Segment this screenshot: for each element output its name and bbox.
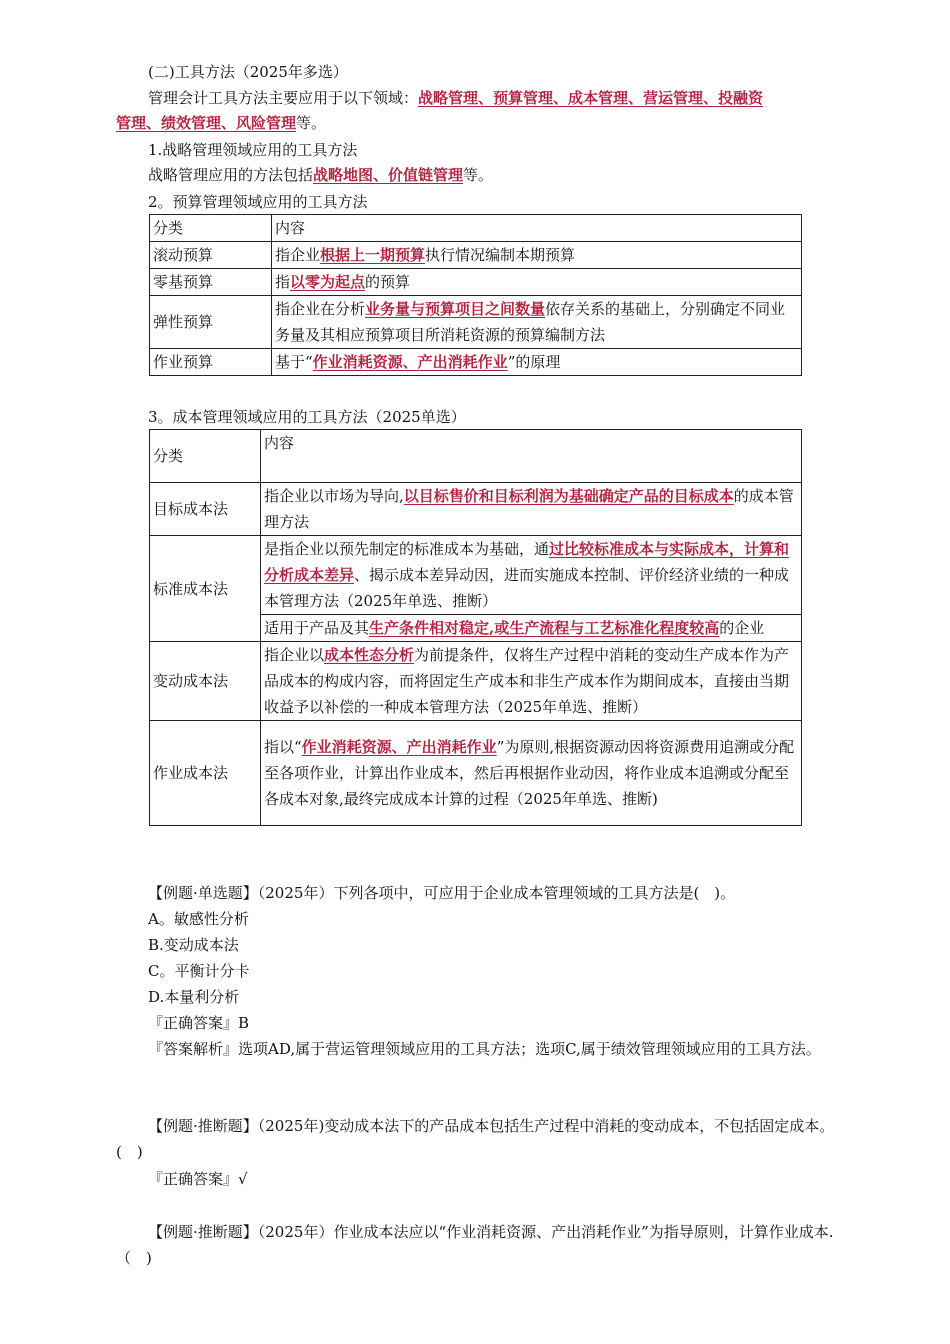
table-row bbox=[150, 642, 802, 721]
intro-highlight-2: 管理、绩效管理、风险管理 bbox=[116, 114, 297, 132]
row-content bbox=[272, 349, 802, 376]
content-pre: 指以“ bbox=[264, 738, 302, 756]
content-highlight: 业务量与预算项目之间数量 bbox=[365, 300, 546, 318]
header-type: 分类 bbox=[150, 215, 272, 242]
content-pre: 指企业以市场为导向, bbox=[264, 487, 404, 505]
content-highlight: 作业消耗资源、产出消耗作业 bbox=[301, 738, 497, 756]
row-type: 目标成本法 bbox=[150, 483, 261, 536]
row-content bbox=[272, 269, 802, 296]
content-post: 执行情况编制本期预算 bbox=[425, 246, 576, 264]
content-highlight: 以目标售价和目标利润为基础确定产品的目标成本 bbox=[403, 487, 734, 505]
table-row bbox=[150, 296, 802, 349]
row-content bbox=[261, 721, 802, 826]
content-pre: 基于“ bbox=[275, 353, 313, 371]
example2-answer: 『正确答案』√ bbox=[148, 1170, 248, 1188]
content-pre: 是指企业以预先制定的标准成本为基础，通 bbox=[264, 540, 550, 558]
row-type: 零基预算 bbox=[150, 269, 272, 296]
standard-paragraph-1 bbox=[264, 536, 798, 614]
content-highlight: 作业消耗资源、产出消耗作业 bbox=[312, 353, 508, 371]
content-pre: 指企业在分析 bbox=[275, 300, 366, 318]
strategy-heading: 1.战略管理领域应用的工具方法 bbox=[148, 141, 358, 159]
row-type: 滚动预算 bbox=[150, 242, 272, 269]
content-highlight: 过比较标准成本与实际成本，计算和分析成本差异 bbox=[264, 540, 790, 584]
example3-question: 【例题·推断题】（2025年）作业成本法应以“作业消耗资源、产出消耗作业”为指导原则，计算作业成本.（ ) bbox=[116, 1223, 834, 1267]
table-row bbox=[150, 349, 802, 376]
example1-answer: 『正确答案』B bbox=[148, 1014, 250, 1032]
table-header-row bbox=[150, 430, 802, 483]
section-heading: (二)工具方法（2025年多选） bbox=[148, 63, 348, 81]
content-post: 为前提条件，仅将生产过程中消耗的变动生产成本作为产品成本的构成内容，而将固定生产成本和非生产成本作为期间成本，直接由当期收益予以补偿的一种成本管理方法（2025年单选、推断） bbox=[264, 646, 790, 716]
example1-question: 【例题·单选题】（2025年）下列各项中，可应用于企业成本管理领域的工具方法是( )。 bbox=[148, 884, 736, 902]
content-post: 依存关系的基础上，分别确定不同业务量及其相应预算项目所消耗资源的预算编制方法 bbox=[275, 300, 786, 344]
strategy-highlight: 战略地图、价值链管理 bbox=[313, 166, 464, 184]
example1-option-d: D.本量利分析 bbox=[148, 988, 240, 1006]
intro-text: 管理会计工具方法主要应用于以下领域： bbox=[148, 89, 419, 107]
table-header-row bbox=[150, 215, 802, 242]
content-highlight: 根据上一期预算 bbox=[320, 246, 426, 264]
content-pre: 适用于产品及其 bbox=[264, 619, 370, 637]
header-content: 内容 bbox=[261, 430, 802, 483]
content-highlight: 以零为起点 bbox=[290, 273, 366, 291]
section-intro-line2 bbox=[116, 110, 326, 136]
intro-end-text: 等。 bbox=[296, 114, 327, 132]
content-post: ”为原则,根据资源动因将资源费用追溯或分配至各项作业，计算出作业成本，然后再根据作业动因，将作业成本追溯或分配至各成本对象,最终完成成本计算的过程（2025年单选、推断) bbox=[264, 738, 795, 808]
standard-paragraph-2 bbox=[261, 614, 801, 641]
table-row bbox=[150, 536, 802, 642]
row-type: 标准成本法 bbox=[150, 536, 261, 642]
row-content bbox=[272, 296, 802, 349]
content-post: ”的原理 bbox=[507, 353, 561, 371]
content-post: 的企业 bbox=[719, 619, 765, 637]
strategy-text-post: 等。 bbox=[463, 166, 494, 184]
cost-heading: 3。成本管理领域应用的工具方法（2025单选） bbox=[148, 408, 466, 426]
row-content bbox=[261, 536, 802, 642]
budget-heading: 2。预算管理领域应用的工具方法 bbox=[148, 193, 368, 211]
header-content: 内容 bbox=[272, 215, 802, 242]
example1-option-a: A。敏感性分析 bbox=[148, 910, 249, 928]
content-highlight: 生产条件相对稳定,或生产流程与工艺标准化程度较高 bbox=[369, 619, 720, 637]
content-post: 的成本管理方法 bbox=[264, 487, 794, 531]
content-pre: 指 bbox=[275, 273, 291, 291]
cost-table bbox=[149, 429, 802, 826]
row-content bbox=[261, 642, 802, 721]
table-row bbox=[150, 721, 802, 826]
header-type: 分类 bbox=[150, 430, 261, 483]
row-type: 弹性预算 bbox=[150, 296, 272, 349]
example1-option-b: B.变动成本法 bbox=[148, 936, 239, 954]
content-highlight: 成本性态分析 bbox=[324, 646, 415, 664]
content-pre: 指企业 bbox=[275, 246, 321, 264]
row-content bbox=[272, 242, 802, 269]
content-pre: 指企业以 bbox=[264, 646, 325, 664]
table-row bbox=[150, 242, 802, 269]
table-row bbox=[150, 269, 802, 296]
budget-table bbox=[149, 214, 802, 376]
content-post: 、揭示成本差异动因，进而实施成本控制、评价经济业绩的一种成本管理方法（2025年单选、推断） bbox=[264, 566, 790, 610]
row-type: 作业成本法 bbox=[150, 721, 261, 826]
content-post: 的预算 bbox=[365, 273, 411, 291]
table-row bbox=[150, 483, 802, 536]
example2-question: 【例题·推断题】（2025年)变动成本法下的产品成本包括生产过程中消耗的变动成本，不包括固定成本。( ) bbox=[116, 1117, 835, 1161]
example1-analysis: 『答案解析』选项AD,属于营运管理领域应用的工具方法；选项C,属于绩效管理领域应用的工具方法。 bbox=[148, 1040, 821, 1058]
intro-highlight-1: 战略管理、预算管理、成本管理、营运管理、投融资 bbox=[418, 89, 764, 107]
strategy-text-pre: 战略管理应用的方法包括 bbox=[148, 166, 314, 184]
section-intro-line1 bbox=[148, 85, 763, 111]
strategy-text bbox=[148, 162, 493, 188]
row-content bbox=[261, 483, 802, 536]
row-type: 变动成本法 bbox=[150, 642, 261, 721]
row-type: 作业预算 bbox=[150, 349, 272, 376]
example1-option-c: C。平衡计分卡 bbox=[148, 962, 250, 980]
